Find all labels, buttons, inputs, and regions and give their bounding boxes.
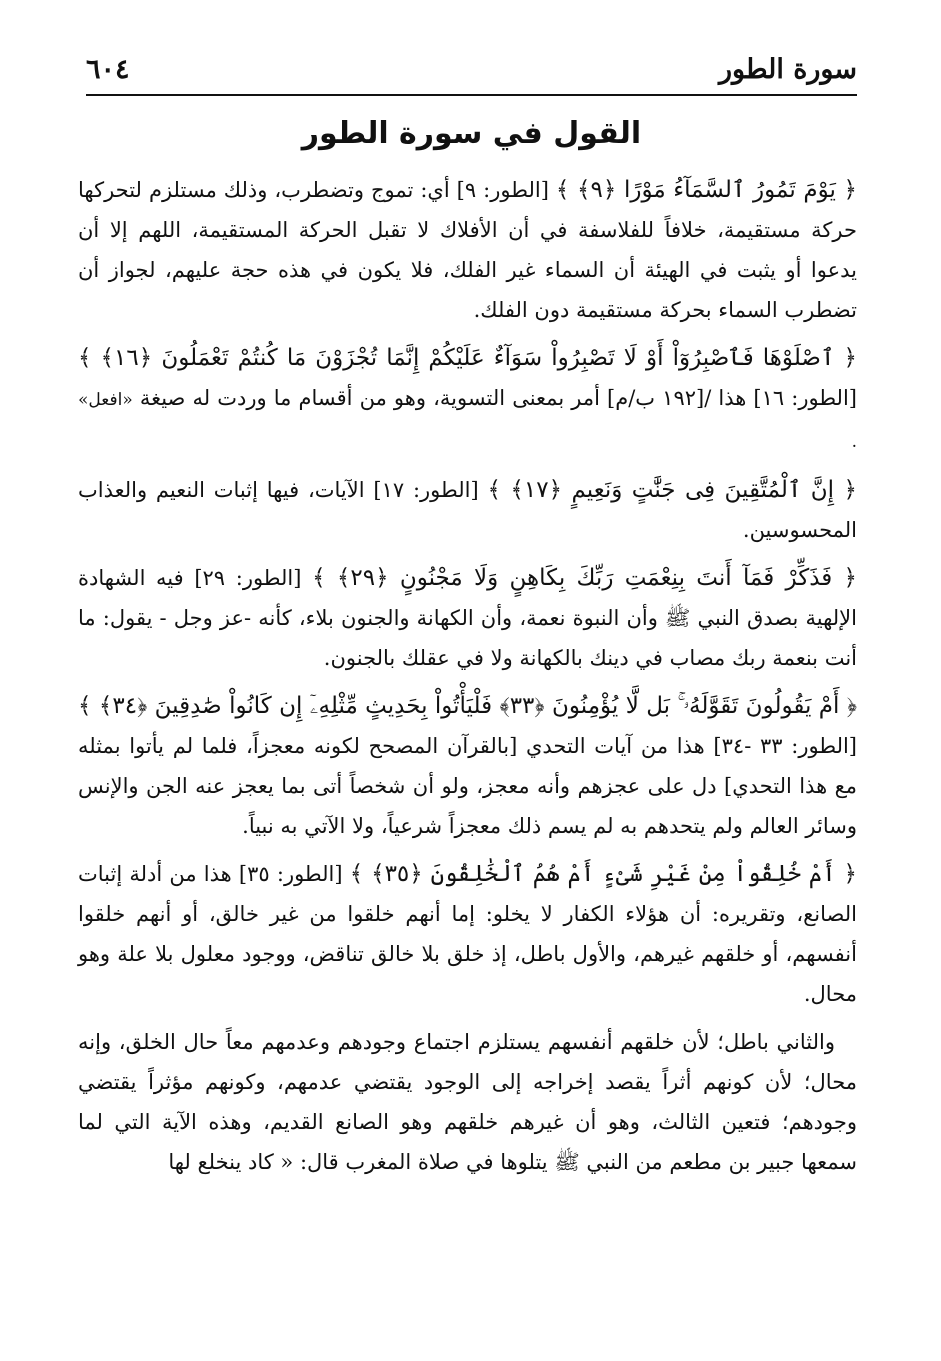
- commentary-text: [الطور: ١٦] هذا /[١٩٢ ب/م] أمر بمعنى التسوية، وهو من أقسام ما وردت له صيغة: [132, 386, 857, 410]
- body-text: [78, 170, 857, 1190]
- quran-verse: ﴿ أَمْ يَقُولُونَ تَقَوَّلَهُۥ ۚ بَل لَّا يُؤْمِنُونَ ﴿٣٣﴾ فَلْيَأْتُواْ بِحَدِيثٍ مِّثْلِهِۦٓ إِن كَانُواْ صَٰدِقِينَ ﴿٣٤﴾ ﴾: [78, 693, 857, 719]
- quran-verse: ﴿ ٱصْلَوْهَا فَٱصْبِرُوٓاْ أَوْ لَا تَصْبِرُواْ سَوَآءٌ عَلَيْكُمْ إِنَّمَا تُجْزَوْنَ مَا كُنتُمْ تَعْمَلُونَ ﴿١٦﴾ ﴾: [78, 345, 857, 371]
- paragraph: [78, 338, 857, 462]
- paragraph: [78, 170, 857, 330]
- commentary-text: والثاني باطل؛ لأن خلقهم أنفسهم يستلزم اجتماع وجودهم وعدمهم معاً حال الخلق، وإنه محال؛ لأن كونهم أثراً يقصد إخراجه إلى الوجود يقتضي عدمهم، وكونهم مؤثراً يقتضي وجودهم؛ فتعين الثالث، وهو أن غيرهم خلقهم وهو الصانع القديم، وهذه الآية التي لما سمعها جبير بن مطعم من النبي ﷺ يتلوها في صلاة المغرب قال: « كاد ينخلع لها: [78, 1030, 857, 1174]
- paragraph: [78, 1022, 857, 1182]
- running-head-surah: سورة الطور: [718, 54, 857, 85]
- commentary-text: [الطور: ٢٩] فيه الشهادة الإلهية بصدق النبي ﷺ وأن النبوة نعمة، وأن الكهانة والجنون بلاء، كأنه -عز وجل - يقول: ما أنت بنعمة ربك مصاب في دينك بالكهانة ولا في عقلك بالجنون.: [78, 566, 857, 670]
- commentary-text: [الطور: ٩] أي: تموج وتضطرب، وذلك مستلزم لتحركها حركة مستقيمة، خلافاً للفلاسفة في أن الأفلاك لا تقبل الحركة المستقيمة، اللهم إلا أن يدعوا أو يثبت في الهيئة أن السماء غير الفلك، فلا يكون في هذه حجة عليهم، لجواز أن تضطرب السماء بحركة مستقيمة دون الفلك.: [78, 178, 857, 322]
- commentary-text: [الطور: ١٧] الآيات، فيها إثبات النعيم والعذاب المحسوسين.: [78, 478, 857, 542]
- paragraph: [78, 558, 857, 678]
- paragraph: [78, 470, 857, 550]
- quran-verse: ﴿ أَمْ خُلِقُواْ مِنْ غَيْرِ شَىْءٍ أَمْ هُمُ ٱلْخَٰلِقُونَ ﴿٣٥﴾ ﴾: [349, 861, 857, 887]
- quoted-term: «افعل» .: [78, 390, 857, 452]
- quran-verse: ﴿ إِنَّ ٱلْمُتَّقِينَ فِى جَنَّٰتٍ وَنَعِيمٍ ﴿١٧﴾ ﴾: [487, 477, 857, 503]
- page-header: [86, 52, 857, 96]
- quran-verse: ﴿ فَذَكِّرْ فَمَآ أَنتَ بِنِعْمَتِ رَبِّكَ بِكَاهِنٍ وَلَا مَجْنُونٍ ﴿٢٩﴾ ﴾: [312, 565, 858, 591]
- quran-verse: ﴿ يَوْمَ تَمُورُ ٱلسَّمَآءُ مَوْرًا ﴿٩﴾ ﴾: [555, 177, 857, 203]
- commentary-text: [الطور: ٣٣ -٣٤] هذا من آيات التحدي [بالقرآن المصحح لكونه معجزاً، فلما لم يأتوا بمثله مع هذا التحدي] دل على عجزهم وأنه معجز، ولو أن شخصاً أتى بما يعجز عنه الجن والإنس وسائر العالم ولم يتحدهم به لم يسم ذلك معجزاً شرعياً، ولا الآتي به نبياً.: [78, 734, 857, 838]
- paragraph: [78, 854, 857, 1014]
- commentary-text: [الطور: ٣٥] هذا من أدلة إثبات الصانع، وتقريره: أن هؤلاء الكفار لا يخلو: إما أنهم خلقوا من غير خالق، أو أنهم خلقوا أنفسهم، أو خلقهم غيرهم، والأول باطل، إذ خلق بلا خالق تناقض، ووجود معلول بلا علة وهو محال.: [78, 862, 857, 1006]
- paragraph: [78, 686, 857, 846]
- section-title: القول في سورة الطور: [301, 116, 642, 151]
- page-number: ٦٠٤: [86, 54, 130, 85]
